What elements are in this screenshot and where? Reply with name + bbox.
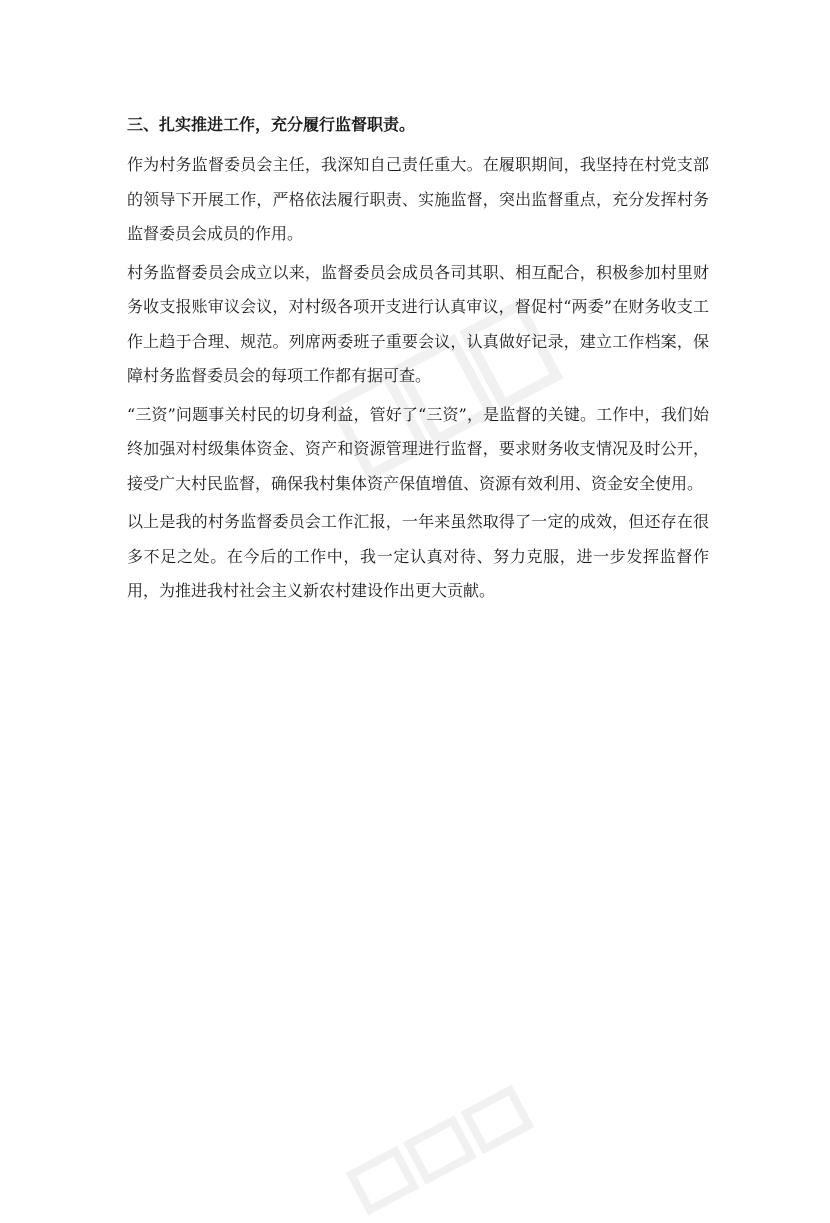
section-heading: 三、扎实推进工作，充分履行监督职责。 <box>127 115 416 134</box>
document-body <box>127 108 709 609</box>
paragraph-2: 村务监督委员会成立以来，监督委员会成员各司其职、相互配合，积极参加村里财务收支报账审议会议，对村级各项开支进行认真审议，督促村“两委”在财务收支工作上趋于合理、规范。列席两委班子重要会议，认真做好记录，建立工作档案，保障村务监督委员会的每项工作都有据可查。 <box>127 262 709 385</box>
paragraph-4: 以上是我的村务监督委员会工作汇报，一年来虽然取得了一定的成效，但还存在很多不足之处。在今后的工作中，我一定认真对待、努力克服，进一步发挥监督作用，为推进我村社会主义新农村建设作出更大贡献。 <box>127 512 709 600</box>
paragraph-3: “三资”问题事关村民的切身利益，管好了“三资”，是监督的关键。工作中，我们始终加强对村级集体资金、资产和资源管理进行监督，要求财务收支情况及时公开，接受广大村民监督，确保我村集体资产保值增值、资源有效利用、资金安全使用。 <box>127 404 709 493</box>
watermark-logo-icon <box>338 1077 543 1223</box>
paragraph-1: 作为村务监督委员会主任，我深知自己责任重大。在履职期间，我坚持在村党支部的领导下开展工作，严格依法履行职责、实施监督，突出监督重点，充分发挥村务监督委员会成员的作用。 <box>127 155 709 243</box>
